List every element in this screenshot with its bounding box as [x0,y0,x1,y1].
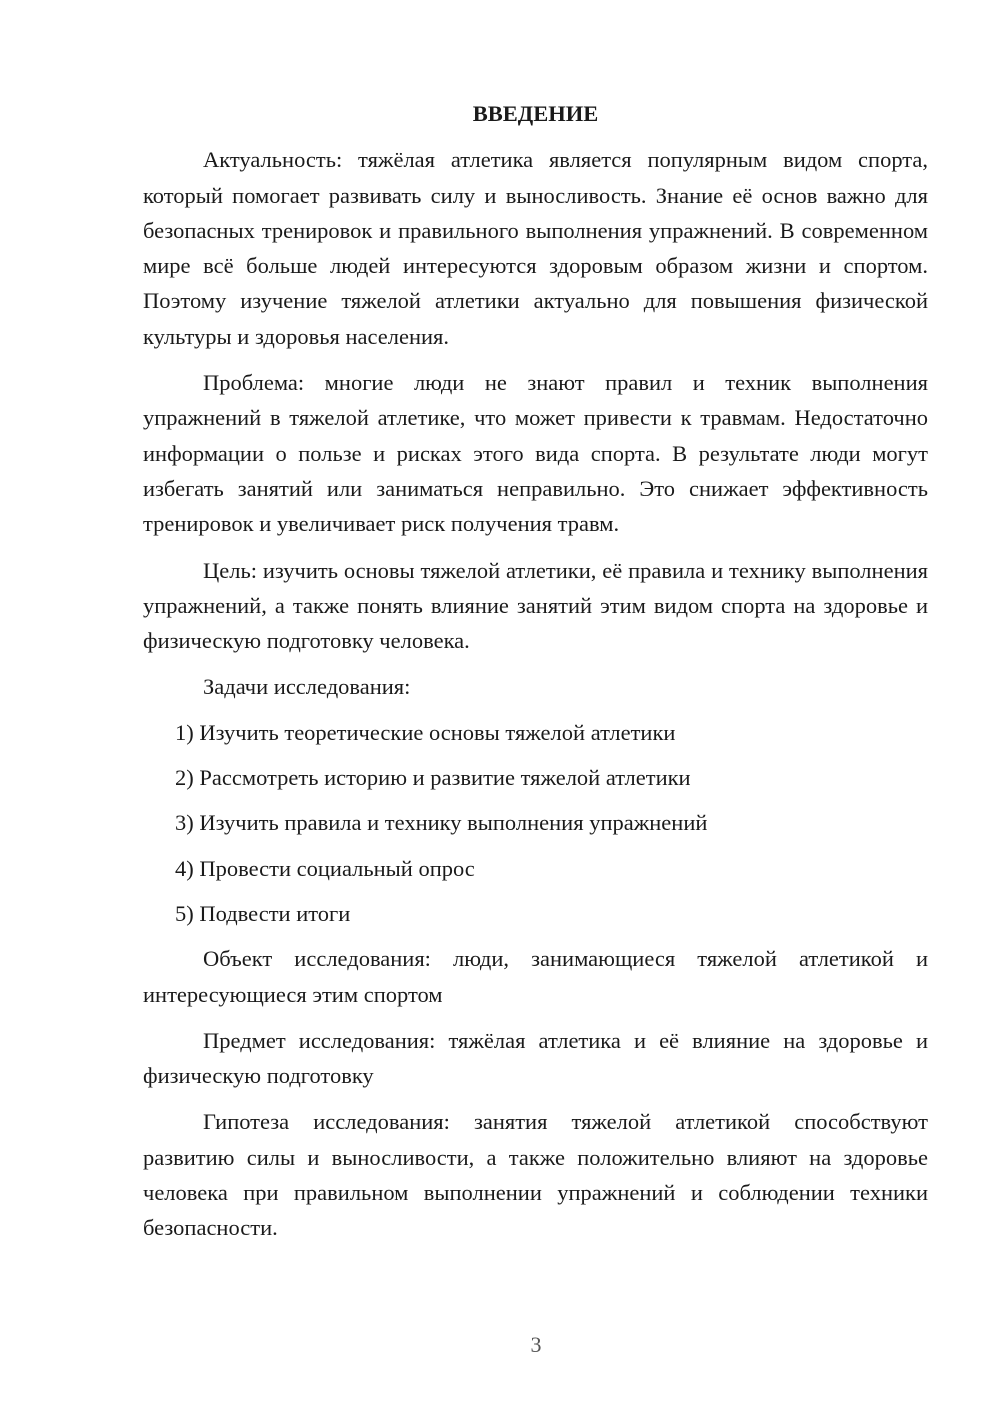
paragraph-hypothesis: Гипотеза исследования: занятия тяжелой атлетикой способствуют развитию силы и выносливости, а также положительно влияют на здоровье человека при правильном выполнении упражнений и соблюдении техники безопасности. [143,1109,928,1241]
paragraph-relevance: Актуальность: тяжёлая атлетика является популярным видом спорта, который помогает развивать силу и выносливость. Знание её основ важно для безопасных тренировок и правильного выполнения упражнений. В современном мире всё больше людей интересуются здоровым образом жизни и спортом. Поэтому изучение тяжелой атлетики актуально для повышения физической культуры и здоровья населения. [143,147,928,349]
paragraph-problem: Проблема: многие люди не знают правил и техник выполнения упражнений в тяжелой атлетике, что может привести к травмам. Недостаточно информации о пользе и рисках этого вида спорта. В результате люди могут избегать занятий или заниматься неправильно. Это снижает эффективность тренировок и увеличивает риск получения травм. [143,370,928,537]
task-item: 1) Изучить теоретические основы тяжелой атлетики [175,719,676,745]
page-title: ВВЕДЕНИЕ [472,101,599,126]
task-item: 5) Подвести итоги [175,900,351,926]
document-page [143,96,928,1257]
tasks-heading: Задачи исследования: [203,674,411,700]
paragraph-object: Объект исследования: люди, занимающиеся тяжелой атлетикой и интересующиеся этим спортом [143,946,928,1007]
page-number: 3 [530,1332,542,1357]
task-item: 2) Рассмотреть историю и развитие тяжелой атлетики [175,765,691,791]
task-item: 3) Изучить правила и технику выполнения упражнений [175,810,708,836]
paragraph-subject: Предмет исследования: тяжёлая атлетика и её влияние на здоровье и физическую подготовку [143,1027,928,1089]
task-item: 4) Провести социальный опрос [175,855,475,881]
paragraph-goal: Цель: изучить основы тяжелой атлетики, её правила и технику выполнения упражнений, а также понять влияние занятий этим видом спорта на здоровье и физическую подготовку человека. [143,557,928,654]
